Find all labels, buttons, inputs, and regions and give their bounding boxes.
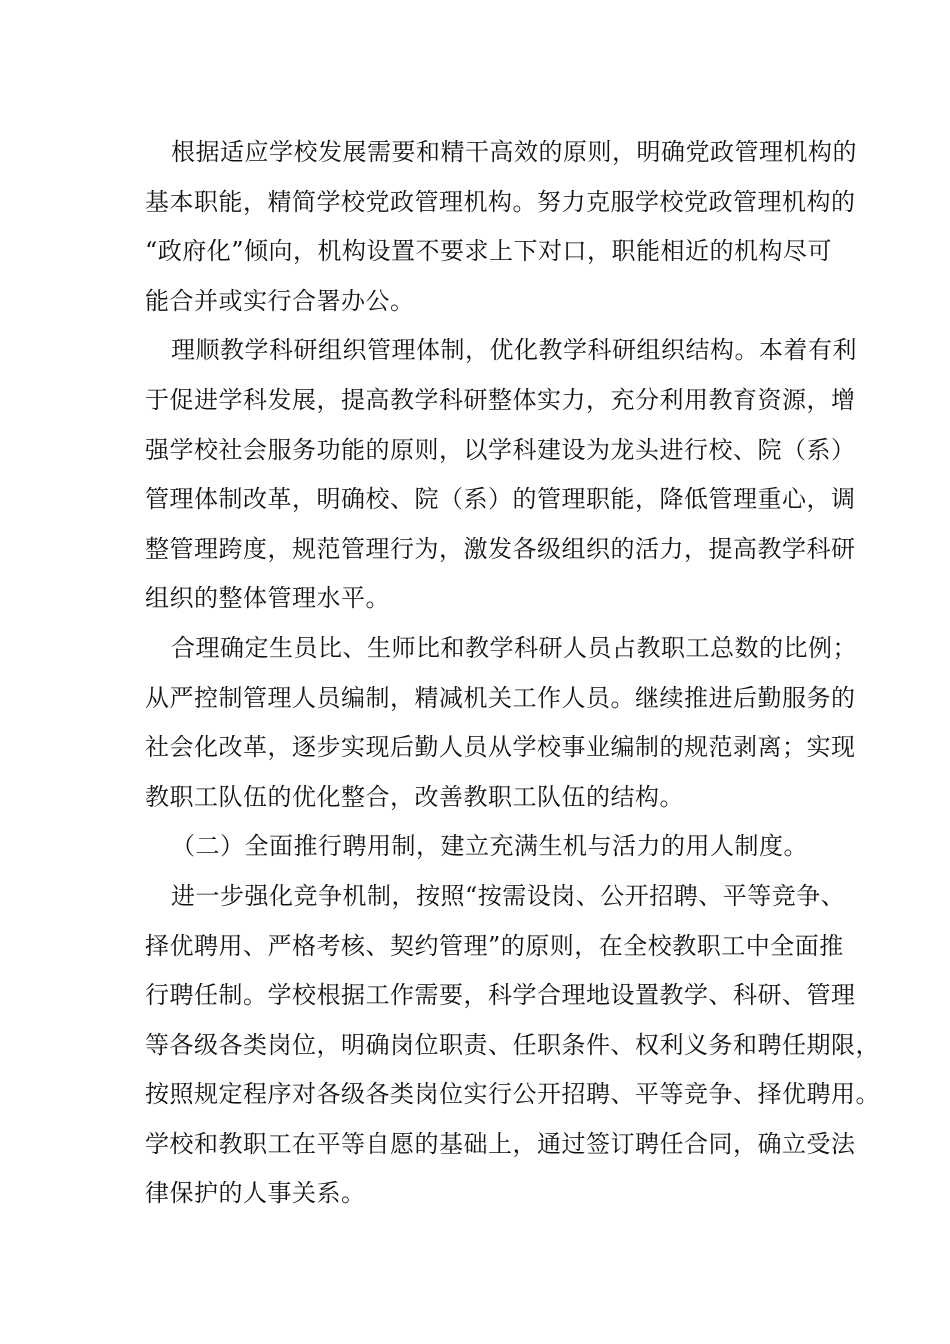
text-line: 合理确定生员比、生师比和教学科研人员占教职工总数的比例； [171,633,857,662]
text-line: 学校和教职工在平等自愿的基础上，通过签订聘任合同，确立受法 [145,1129,856,1158]
text-line: 择优聘用、严格考核、契约管理”的原则，在全校教职工中全面推 [145,931,844,960]
text-line: 教职工队伍的优化整合，改善教职工队伍的结构。 [145,782,684,811]
section-heading: （二）全面推行聘用制，建立充满生机与活力的用人制度。 [171,832,808,861]
text-line: 管理体制改革，明确校、院（系）的管理职能，降低管理重心，调 [145,485,856,514]
text-line: 整管理跨度，规范管理行为，激发各级组织的活力，提高教学科研 [145,534,856,563]
text-line: 组织的整体管理水平。 [145,584,390,613]
text-line: 社会化改革，逐步实现后勤人员从学校事业编制的规范剥离；实现 [145,733,856,762]
text-line: “政府化”倾向，机构设置不要求上下对口，职能相近的机构尽可 [145,237,833,266]
text-line: 能合并或实行合署办公。 [145,286,415,315]
text-line: 按照规定程序对各级各类岗位实行公开招聘、平等竞争、择优聘用。 [145,1080,880,1109]
text-line: 等各级各类岗位，明确岗位职责、任职条件、权利义务和聘任期限， [145,1030,880,1059]
text-line: 根据适应学校发展需要和精干高效的原则，明确党政管理机构的 [171,138,857,166]
text-line: 从严控制管理人员编制，精减机关工作人员。继续推进后勤服务的 [145,683,856,712]
text-line: 强学校社会服务功能的原则，以学科建设为龙头进行校、院（系） [145,435,856,464]
text-line: 于促进学科发展，提高教学科研整体实力，充分利用教育资源，增 [145,385,856,414]
text-line: 进一步强化竞争机制，按照“按需设岗、公开招聘、平等竞争、 [171,881,846,910]
text-line: 律保护的人事关系。 [145,1179,366,1208]
text-line: 行聘任制。学校根据工作需要，科学合理地设置教学、科研、管理 [145,981,856,1010]
text-line: 理顺教学科研组织管理体制，优化教学科研组织结构。本着有利 [171,336,857,365]
text-line: 基本职能，精简学校党政管理机构。努力克服学校党政管理机构的 [145,187,856,216]
document-body [145,128,880,1219]
